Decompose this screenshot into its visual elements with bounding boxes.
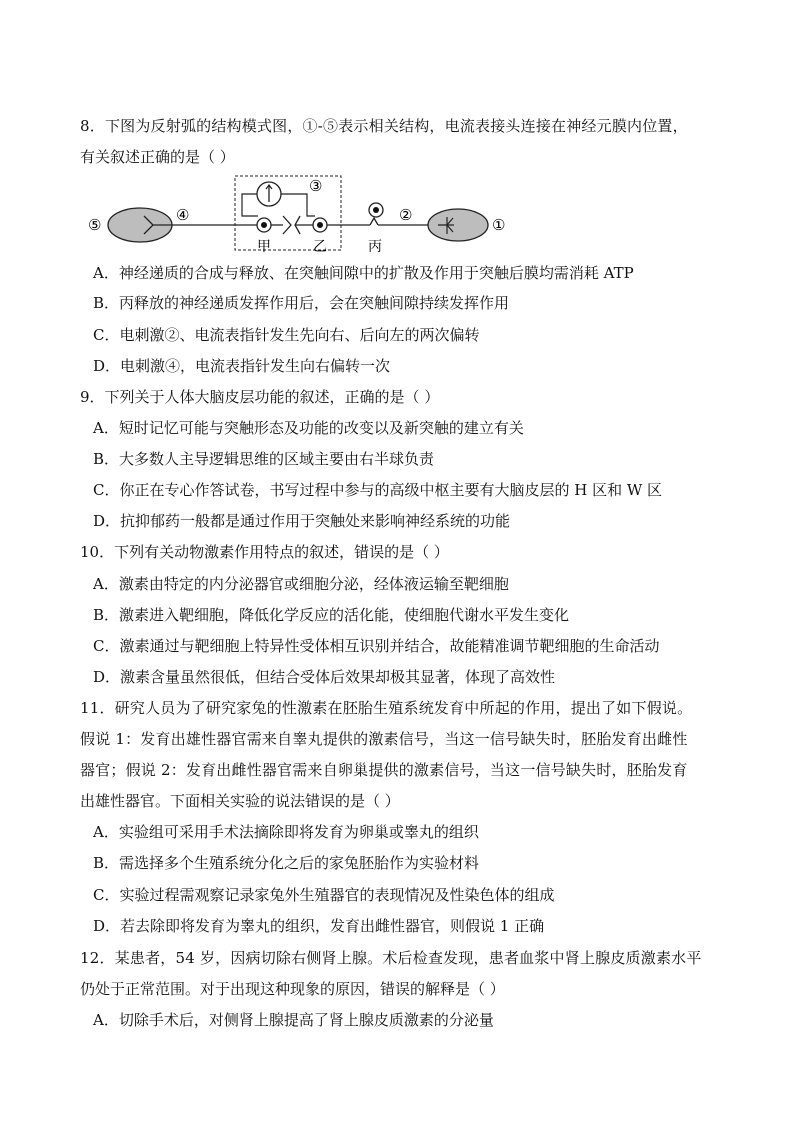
q8-option-c: C．电刺激②、电流表指针发生先向右、后向左的两次偏转: [93, 326, 480, 344]
receptor-ellipse: [428, 209, 488, 241]
q10-option-c: C．激素通过与靶细胞上特异性受体相互识别并结合，故能精准调节靶细胞的生命活动: [93, 637, 660, 655]
q10-stem-line-1: 10．下列有关动物激素作用特点的叙述，错误的是（ ）: [80, 543, 449, 561]
diagram-label-5: ⑤: [88, 216, 102, 234]
q11-stem-line-2: 假说 1：发育出雄性器官需来自睾丸提供的激素信号，当这一信号缺失时，胚胎发育出雌性: [80, 730, 688, 748]
q11-stem-line-3: 器官；假说 2：发育出雌性器官需来自卵巢提供的激素信号，当这一信号缺失时，胚胎发育: [80, 761, 688, 779]
q11-stem-line-4: 出雄性器官。下面相关实验的说法错误的是（ ）: [80, 792, 400, 810]
q8-option-d: D．电刺激④，电流表指针发生向右偏转一次: [93, 357, 391, 375]
q9-stem-line-1: 9．下列关于人体大脑皮层功能的叙述，正确的是（ ）: [80, 388, 440, 406]
galvanometer-wire-right: [281, 194, 315, 216]
diagram-label-3: ③: [309, 177, 323, 195]
q10-option-b: B．激素进入靶细胞，降低化学反应的活化能，使细胞代谢水平发生变化: [93, 606, 570, 624]
q8-stem-line-2: 有关叙述正确的是（ ）: [80, 148, 235, 166]
q9-option-c: C．你正在专心作答试卷，书写过程中参与的高级中枢主要有大脑皮层的 H 区和 W 区: [93, 481, 663, 499]
q11-option-c: C．实验过程需观察记录家兔外生殖器官的表现情况及性染色体的组成: [93, 886, 555, 904]
q9-option-b: B．大多数人主导逻辑思维的区域主要由右半球负责: [93, 450, 435, 468]
q11-option-b: B．需选择多个生殖系统分化之后的家兔胚胎作为实验材料: [93, 854, 480, 872]
q8-option-a: A．神经递质的合成与释放、在突触间隙中的扩散及作用于突触后膜均需消耗 ATP: [93, 264, 634, 282]
q9-option-d: D．抗抑郁药一般都是通过作用于突触处来影响神经系统的功能: [93, 512, 511, 530]
diagram-label-bing: 丙: [368, 239, 382, 255]
q10-option-d: D．激素含量虽然很低，但结合受体后效果却极其显著，体现了高效性: [93, 668, 556, 686]
electrode-bing-dot: [373, 207, 379, 213]
q10-option-a: A．激素由特定的内分泌器官或细胞分泌，经体液运输至靶细胞: [93, 575, 509, 593]
q12-option-a: A．切除手术后，对侧肾上腺提高了肾上腺皮质激素的分泌量: [93, 1011, 494, 1029]
diagram-label-1: ①: [492, 216, 506, 234]
diagram-label-jia: 甲: [257, 239, 271, 255]
reflex-arc-diagram: [80, 168, 520, 258]
electrode-yi-dot: [317, 222, 323, 228]
electrode-jia-dot: [261, 222, 267, 228]
synapse-bing: [370, 218, 378, 225]
q12-stem-line-1: 12．某患者，54 岁，因病切除右侧肾上腺。术后检查发现，患者血浆中肾上腺皮质激素水平: [80, 949, 702, 967]
galvanometer-wire-left: [242, 194, 258, 216]
diagram-label-4: ④: [176, 206, 190, 224]
q8-stem-line-1: 8．下图为反射弧的结构模式图，①-⑤表示相关结构，电流表接头连接在神经元膜内位置，: [80, 117, 688, 135]
diagram-label-2: ②: [399, 206, 413, 224]
q9-option-a: A．短时记忆可能与突触形态及功能的改变以及新突触的建立有关: [93, 419, 524, 437]
q11-stem-line-1: 11．研究人员为了研究家兔的性激素在胚胎生殖系统发育中所起的作用，提出了如下假说。: [80, 699, 693, 717]
q12-stem-line-2: 仍处于正常范围。对于出现这种现象的原因，错误的解释是（ ）: [80, 980, 505, 998]
q11-option-d: D．若去除即将发育为睾丸的组织，发育出雌性器官，则假说 1 正确: [93, 917, 545, 935]
q8-option-b: B．丙释放的神经递质发挥作用后，会在突触间隙持续发挥作用: [93, 294, 510, 312]
q11-option-a: A．实验组可采用手术法摘除即将发育为卵巢或睾丸的组织: [93, 823, 479, 841]
diagram-label-yi: 乙: [313, 239, 327, 255]
synapse-terminal: [283, 216, 291, 234]
